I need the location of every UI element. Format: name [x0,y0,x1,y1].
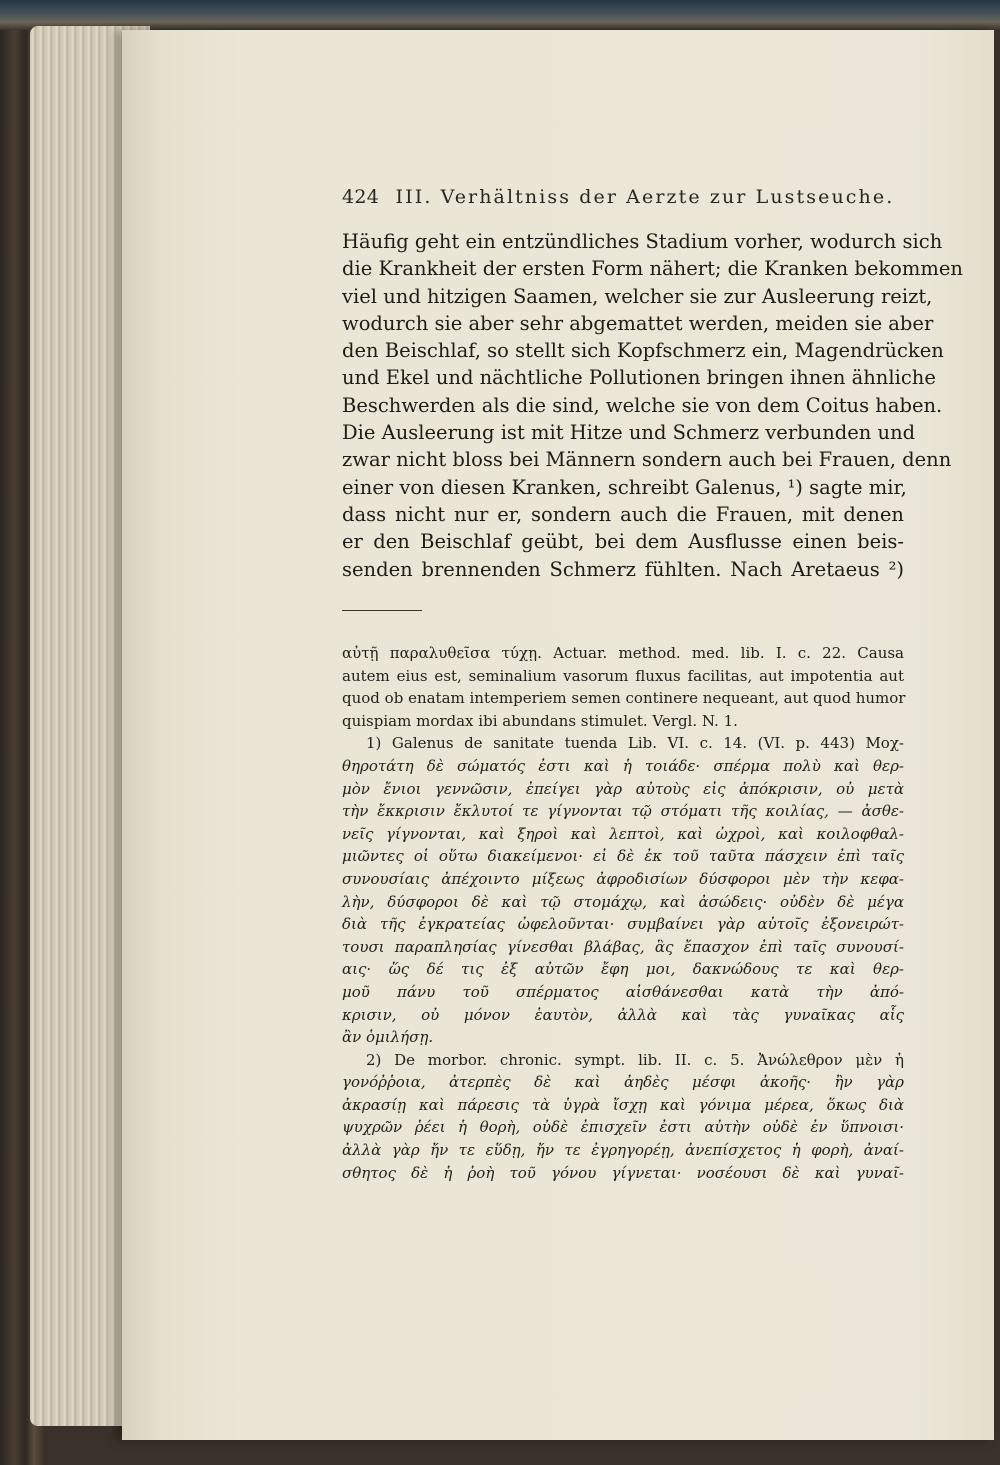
footnote-line: ἀκρασίῃ καὶ πάρεσις τὰ ὑγρὰ ἴσχῃ καὶ γόνιμα μέρεα, ὅκως διὰ [342,1095,904,1114]
footnote-line: quod ob enatam intemperiem semen continere nequeant, aut quod humor [342,689,906,708]
footnote-line: γονόῤῥοια, ἀτερπὲς δὲ καὶ ἀηδὲς μέσφι ἀκοῆς· ἢν γὰρ [342,1073,904,1092]
text-line: Die Ausleerung ist mit Hitze und Schmerz verbunden und [342,421,916,445]
footnote-line: 1) Galenus de sanitate tuenda Lib. VI. c. 14. (VI. p. 443) Μοχ- [366,734,904,753]
text-line: zwar nicht bloss bei Männern sondern auch bei Frauen, denn [342,448,952,472]
text-line: er den Beischlaf geübt, bei dem Ausflusse einen beis- [342,530,904,554]
book-top-edge [0,0,1000,30]
footnote-line: μιῶντες οἱ οὕτω διακείμενοι· εἰ δὲ ἐκ τοῦ ταῦτα πάσχειν ἐπὶ ταῖς [342,847,904,866]
footnote-line: αις· ὥς δέ τις ἐξ αὐτῶν ἔφη μοι, δακνώδους τε καὶ θερ- [342,960,904,979]
page-number: 424 [342,186,380,208]
text-line: die Krankheit der ersten Form nähert; die Kranken bekommen [342,257,963,281]
footnote-line: νεῖς γίγνονται, καὶ ξηροὶ καὶ λεπτοὶ, καὶ ὠχροὶ, καὶ κοιλοφθαλ- [342,824,904,843]
text-line: einer von diesen Kranken, schreibt Galenus, ¹) sagte mir, [342,475,907,499]
footnote-line: quispiam mordax ibi abundans stimulet. Vergl. N. 1. [342,711,738,730]
running-header [342,186,895,212]
footnote-line: αὐτῇ παραλυθεῖσα τύχῃ. Actuar. method. med. lib. I. c. 22. Causa [342,644,904,662]
footnote-line: κρισιν, οὐ μόνον ἑαυτὸν, ἀλλὰ καὶ τὰς γυναῖκας αἷς [342,1005,904,1024]
text-line: und Ekel und nächtliche Pollutionen bringen ihnen ähnliche [342,366,936,390]
footnote-line: ἀλλὰ γὰρ ἤν τε εὕδῃ, ἤν τε ἐγρηγορέῃ, ἀνεπίσχετος ἡ φορὴ, ἀναί- [342,1141,904,1160]
footnote-line: ψυχρῶν ῥέει ἡ θορὴ, οὐδὲ ἐπισχεῖν ἐστι αὐτὴν οὐδὲ ἐν ὕπνοισι· [342,1118,904,1137]
text-line: dass nicht nur er, sondern auch die Frauen, mit denen [342,502,904,526]
text-line: den Beischlaf, so stellt sich Kopfschmerz ein, Magendrücken [342,339,944,363]
footnote-line: μοῦ πάνυ τοῦ σπέρματος αἰσθάνεσθαι κατὰ τὴν ἀπό- [342,982,904,1001]
footnote-line: διὰ τῆς ἐγκρατείας ὠφελοῦνται· συμβαίνει γὰρ αὐτοῖς ἐξονειρώτ- [342,915,904,934]
footnote-line: ἂν ὁμιλήσῃ. [342,1028,434,1047]
text-line: Beschwerden als die sind, welche sie von dem Coitus haben. [342,393,943,417]
text-line: viel und hitzigen Saamen, welcher sie zur Ausleerung reizt, [342,284,933,308]
footnote-line: 2) De morbor. chronic. sympt. lib. II. c. 5. Ἀνώλεθρον μὲν ἡ [366,1050,904,1069]
main-text [342,228,963,583]
footnote-separator [342,610,422,611]
footnote-line: συνουσίαις ἀπέχοιντο μίξεως ἀφροδισίων δύσφοροι μὲν τὴν κεφα- [342,869,904,888]
footnote-line: θηροτάτη δὲ σώματός ἐστι καὶ ἡ τοιάδε· σπέρμα πολὺ καὶ θερ- [342,756,904,775]
footnote-line: μὸν ἔνιοι γεννῶσιν, ἐπείγει γὰρ αὐτοὺς εἰς ἀπόκρισιν, οὐ μετὰ [342,779,904,798]
footnote-line: τὴν ἔκκρισιν ἔκλυτοί τε γίγνονται τῷ στόματι τῆς κοιλίας, — ἀσθε- [342,802,904,821]
footnote-line: σθητος δὲ ἡ ῥοὴ τοῦ γόνου γίγνεται· νοσέουσι δὲ καὶ γυναῖ- [342,1163,904,1182]
text-line: wodurch sie aber sehr abgemattet werden, meiden sie aber [342,311,934,335]
footnote-line: λὴν, δύσφοροι δὲ καὶ τῷ στομάχῳ, καὶ ἀσώδεις· οὐδὲν δὲ μέγα [342,892,904,911]
text-line: Häufig geht ein entzündliches Stadium vorher, wodurch sich [342,230,943,253]
running-head: III. Verhältniss der Aerzte zur Lustseuche. [395,186,895,208]
footnotes [342,642,904,1184]
footnote-line: autem eius est, seminalium vasorum fluxus facilitas, aut impotentia aut [342,666,904,685]
text-line: senden brennenden Schmerz fühlten. Nach Aretaeus ²) [342,557,904,581]
footnote-line: τουσι παραπλησίας γίνεσθαι βλάβας, ἃς ἔπασχον ἐπὶ ταῖς συνουσί- [342,937,904,956]
